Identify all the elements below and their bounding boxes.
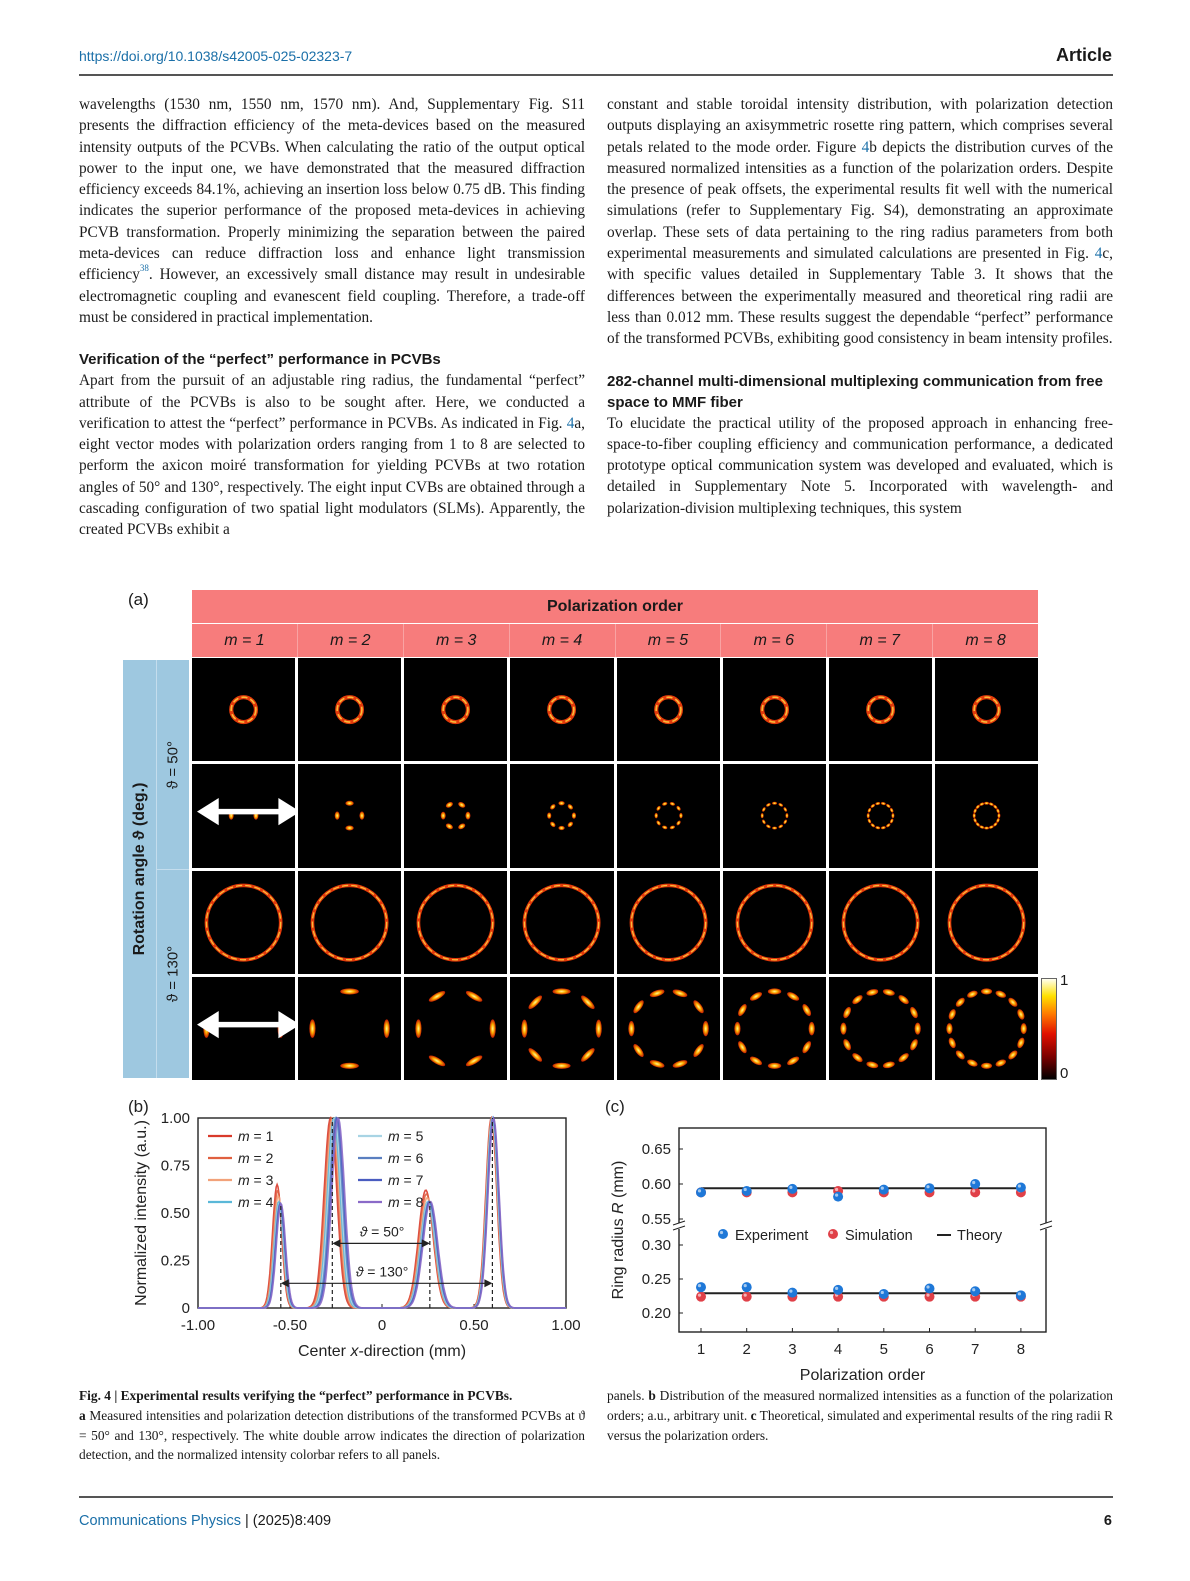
intensity-image bbox=[510, 658, 613, 761]
svg-text:0: 0 bbox=[181, 1300, 190, 1317]
svg-text:Center x-direction (mm): Center x-direction (mm) bbox=[297, 1343, 467, 1360]
section-heading: 282-channel multi-dimensional multiplexing communication from free space to MMF fiber bbox=[607, 372, 1103, 411]
svg-text:0.50: 0.50 bbox=[160, 1205, 190, 1222]
intensity-image bbox=[510, 764, 613, 867]
chart-c bbox=[595, 1090, 1065, 1380]
svg-text:-1.00: -1.00 bbox=[180, 1317, 216, 1334]
intensity-image bbox=[829, 977, 932, 1080]
mode-header: m = 7 bbox=[827, 624, 933, 657]
svg-text:4: 4 bbox=[833, 1341, 843, 1358]
panel-a-label: (a) bbox=[128, 590, 149, 609]
paragraph: constant and stable toroidal intensity distribution, with polarization detection outputs displaying an axisymmetric rosette ring pattern, which comprises several petals related to the mode order. Figure 4b depicts the distribution curves of the measured normalized intensities as a function of the polarization orders. Despite the presence of peak offsets, the experimental results fit well with the numerical simulations (refer to Supplementary Fig. S4), demonstrating an approximate overlap. These sets of data pertaining to the ring radius parameters from both experimental measurements and simulated calculations are presented in Fig. 4c, with specific values detailed in Supplementary Table 3. It shows that the differences between the experimentally measured and theoretical ring radii are less than 0.012 mm. These results suggest the dependable “perfect” performance of the transformed PCVBs, exhibiting good consistency in beam intensity profiles. bbox=[607, 96, 1113, 348]
svg-text:m = 8: m = 8 bbox=[388, 1194, 424, 1210]
figure-4 bbox=[0, 580, 1190, 1380]
intensity-image bbox=[935, 977, 1038, 1080]
svg-text:0.65: 0.65 bbox=[641, 1141, 671, 1158]
intensity-image bbox=[298, 764, 401, 867]
intensity-image bbox=[192, 977, 295, 1080]
svg-text:Simulation: Simulation bbox=[845, 1228, 913, 1244]
svg-text:0.20: 0.20 bbox=[641, 1305, 671, 1322]
mode-header: m = 5 bbox=[616, 624, 722, 657]
svg-text:m = 1: m = 1 bbox=[238, 1128, 274, 1144]
intensity-image bbox=[829, 871, 932, 974]
intensity-image bbox=[935, 658, 1038, 761]
svg-text:Theory: Theory bbox=[957, 1228, 1003, 1244]
citation-link[interactable]: 38 bbox=[139, 263, 149, 274]
page-number: 6 bbox=[1103, 1513, 1112, 1529]
section-heading: Verification of the “perfect” performance in PCVBs bbox=[79, 351, 441, 369]
mode-header: m = 1 bbox=[192, 624, 298, 657]
intensity-image bbox=[404, 658, 507, 761]
double-arrow-icon bbox=[197, 764, 295, 863]
svg-text:Ring radius R (mm): Ring radius R (mm) bbox=[610, 1160, 627, 1300]
intensity-image bbox=[404, 871, 507, 974]
row-group-130: ϑ = 130° bbox=[164, 945, 182, 1003]
chart-b bbox=[120, 1090, 590, 1380]
intensity-image bbox=[723, 658, 826, 761]
svg-text:ϑ = 50°: ϑ = 50° bbox=[359, 1223, 405, 1240]
figure-caption-left: Fig. 4 | Experimental results verifying the “perfect” performance in PCVBs. a Measured intensities and polarization detection distributions of the transformed PCVBs at ϑ = 50° and 130°, respectively. The white double arrow indicates the direction of polarization detection, and the normalized intensity colorbar refers to all panels. bbox=[79, 1388, 585, 1463]
mode-header: m = 8 bbox=[933, 624, 1038, 657]
svg-text:m = 6: m = 6 bbox=[388, 1150, 424, 1166]
svg-text:0.55: 0.55 bbox=[641, 1211, 671, 1228]
svg-text:5: 5 bbox=[879, 1341, 888, 1358]
mode-header: m = 2 bbox=[298, 624, 404, 657]
intensity-image bbox=[404, 977, 507, 1080]
intensity-image bbox=[723, 977, 826, 1080]
intensity-image bbox=[617, 764, 720, 867]
intensity-image bbox=[829, 658, 932, 761]
svg-text:8: 8 bbox=[1016, 1341, 1026, 1358]
figure-link[interactable]: 4 bbox=[1094, 245, 1103, 263]
colorbar-max: 1 bbox=[1060, 972, 1069, 989]
svg-text:0: 0 bbox=[377, 1317, 387, 1334]
footer-rule bbox=[79, 1496, 1113, 1498]
svg-text:6: 6 bbox=[925, 1341, 934, 1358]
svg-text:m = 7: m = 7 bbox=[388, 1172, 424, 1188]
svg-text:(c): (c) bbox=[605, 1097, 625, 1116]
svg-text:m = 2: m = 2 bbox=[238, 1150, 274, 1166]
intensity-image bbox=[298, 658, 401, 761]
svg-text:0.25: 0.25 bbox=[641, 1271, 671, 1288]
svg-text:-0.50: -0.50 bbox=[272, 1317, 308, 1334]
svg-text:7: 7 bbox=[971, 1341, 980, 1358]
intensity-image bbox=[192, 764, 295, 867]
rotation-angle-sidebar bbox=[123, 660, 189, 1078]
mode-header-row bbox=[192, 624, 1038, 657]
paragraph: wavelengths (1530 nm, 1550 nm, 1570 nm). And, Supplementary Fig. S11 presents the diffraction efficiency of the meta-devices based on the measured intensity outputs of the PCVBs. When calculating the ratio of the output optical power to the input one, we have demonstrated that the measured diffraction efficiency exceeds 84.1%, achieving an insertion loss below 0.75 dB. This finding indicates the superior performance of the proposed meta-devices in achieving PCVB transformation. Properly minimizing the separation between the paired meta-devices can reduce diffraction loss and enhance light transmission efficiency$^{38}$. However, an excessively small distance may result in undesirable electromagnetic coupling and evanescent field coupling. Therefore, a trade-off must be considered in practical implementation. bbox=[79, 96, 585, 326]
colorbar-min: 0 bbox=[1060, 1065, 1069, 1082]
intensity-image bbox=[723, 871, 826, 974]
svg-text:0.75: 0.75 bbox=[160, 1157, 190, 1175]
svg-text:3: 3 bbox=[788, 1341, 797, 1358]
mode-header: m = 4 bbox=[510, 624, 616, 657]
intensity-image bbox=[723, 764, 826, 867]
header-rule bbox=[79, 74, 1113, 76]
svg-text:1.00: 1.00 bbox=[160, 1110, 190, 1127]
svg-text:m = 5: m = 5 bbox=[388, 1128, 424, 1144]
intensity-image bbox=[935, 871, 1038, 974]
paragraph: Apart from the pursuit of an adjustable ring radius, the fundamental “perfect” attribute of the PCVBs is also to be sought after. Here, we conducted a verification to attest the “perfect” performance in PCVBs. As indicated in Fig. 4a, eight vector modes with polarization orders ranging from 1 to 8 are selected to perform the axicon moiré transformation for yielding PCVBs at two rotation angles of 50° and 130°, respectively. The eight input CVBs are obtained through a cascading configuration of two spatial light modulators (SLMs). Apparently, the created PCVBs exhibit a bbox=[79, 372, 585, 539]
svg-text:1: 1 bbox=[696, 1341, 706, 1358]
polarization-order-header: Polarization order bbox=[192, 590, 1038, 623]
svg-text:Polarization order: Polarization order bbox=[799, 1367, 926, 1380]
article-type-label: Article bbox=[1055, 45, 1112, 65]
svg-text:1.00: 1.00 bbox=[551, 1317, 581, 1334]
svg-text:Normalized intensity (a.u.): Normalized intensity (a.u.) bbox=[133, 1120, 150, 1306]
intensity-image bbox=[298, 871, 401, 974]
rotation-angle-label: Rotation angle ϑ (deg.) bbox=[131, 782, 148, 956]
doi-link[interactable]: https://doi.org/10.1038/s42005-025-02323-7 bbox=[79, 48, 353, 64]
mode-header: m = 6 bbox=[721, 624, 827, 657]
left-column bbox=[79, 94, 585, 541]
svg-text:0.30: 0.30 bbox=[641, 1237, 671, 1254]
intensity-image bbox=[298, 977, 401, 1080]
colorbar bbox=[1041, 978, 1057, 1080]
svg-text:ϑ = 130°: ϑ = 130° bbox=[355, 1263, 409, 1280]
intensity-image bbox=[510, 977, 613, 1080]
intensity-image bbox=[404, 764, 507, 867]
figure-link[interactable]: 4 bbox=[566, 414, 575, 432]
intensity-image bbox=[617, 658, 720, 761]
intensity-image bbox=[829, 764, 932, 867]
svg-text:m = 4: m = 4 bbox=[238, 1194, 274, 1210]
intensity-image bbox=[617, 977, 720, 1080]
intensity-image bbox=[510, 871, 613, 974]
intensity-image-grid bbox=[192, 658, 1038, 1080]
svg-text:0.25: 0.25 bbox=[160, 1252, 190, 1270]
intensity-image bbox=[935, 764, 1038, 867]
svg-text:0.50: 0.50 bbox=[459, 1317, 489, 1334]
svg-text:m = 3: m = 3 bbox=[238, 1172, 274, 1188]
figure-caption-right: panels. b Distribution of the measured normalized intensities as a function of the polarization orders; a.u., arbitrary unit. c Theoretical, simulated and experimental results of the ring radii R versus the polarization orders. bbox=[607, 1388, 1114, 1443]
svg-text:(b): (b) bbox=[128, 1097, 149, 1116]
journal-footer[interactable]: Communications Physics | (2025)8:409 bbox=[79, 1513, 332, 1529]
right-column bbox=[607, 94, 1113, 519]
intensity-image bbox=[192, 871, 295, 974]
svg-text:0.60: 0.60 bbox=[641, 1176, 671, 1193]
intensity-image bbox=[617, 871, 720, 974]
figure-link[interactable]: 4 bbox=[861, 138, 870, 156]
paragraph: To elucidate the practical utility of the proposed approach in enhancing free-space-to-fiber coupling efficiency and communication performance, a dedicated prototype optical communication system was developed and evaluated, which is detailed in Supplementary Note 5. Incorporated with wavelength- and polarization-division multiplexing techniques, this system bbox=[607, 414, 1113, 517]
double-arrow-icon bbox=[197, 977, 295, 1076]
intensity-image bbox=[192, 658, 295, 761]
mode-header: m = 3 bbox=[404, 624, 510, 657]
svg-text:Experiment: Experiment bbox=[735, 1228, 809, 1244]
row-group-50: ϑ = 50° bbox=[164, 740, 182, 789]
svg-text:2: 2 bbox=[742, 1341, 751, 1358]
